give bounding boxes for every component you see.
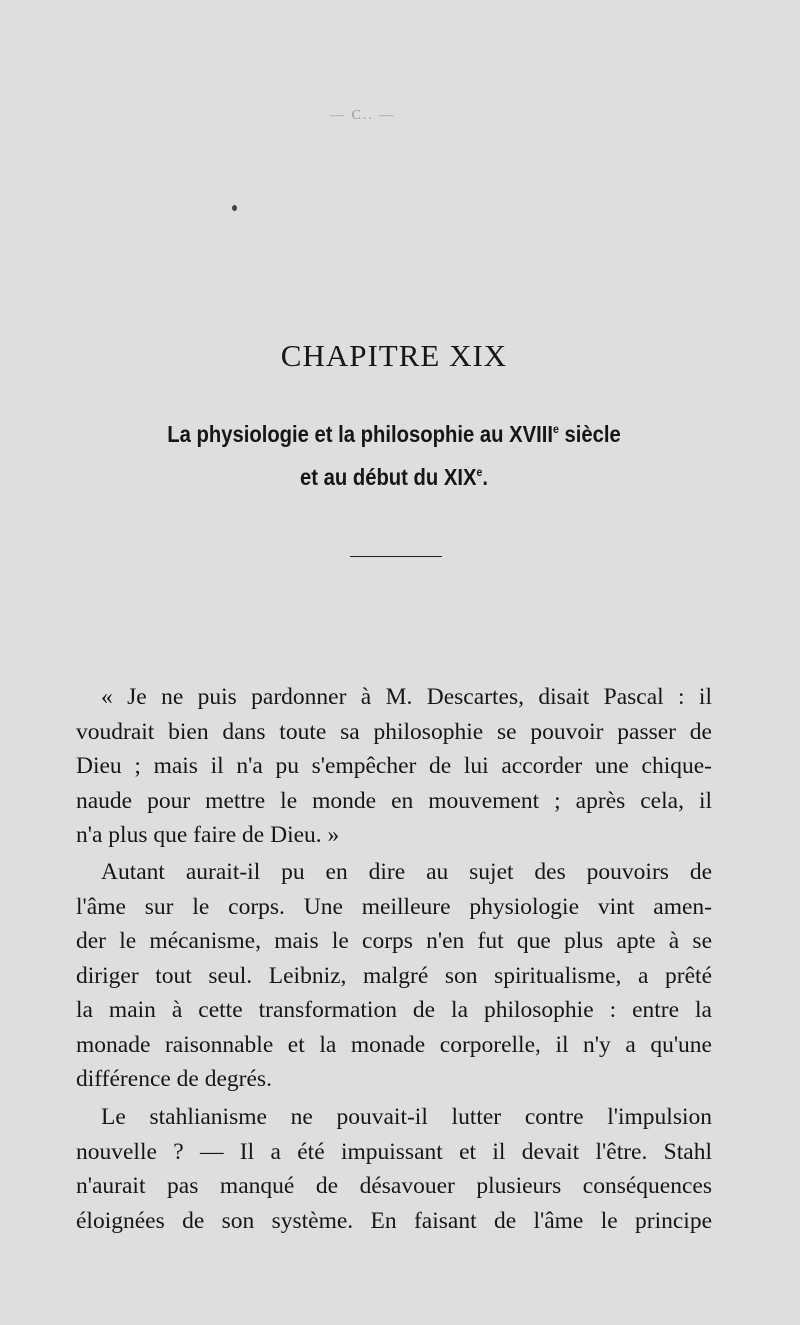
subtitle-line-1-end: siècle <box>558 421 621 447</box>
paragraph-1 <box>76 680 712 853</box>
subtitle-line-1 <box>47 410 740 453</box>
subtitle-line-2-superscript: e <box>476 465 483 479</box>
paragraph-line: voudrait bien dans toute sa philosophie se pouvoir passer de <box>76 718 712 745</box>
page-number-mark: — C.. — <box>330 108 396 123</box>
paragraph-line: nouvelle ? — Il a été impuissant et il devait l'être. Stahl <box>76 1138 712 1165</box>
subtitle-line-2-end: . <box>482 464 489 490</box>
paragraph-line: n'a plus que faire de Dieu. » <box>76 822 340 848</box>
paragraph-line: différence de degrés. <box>76 1066 272 1092</box>
subtitle-line-2 <box>47 453 740 496</box>
paragraph-line: éloignées de son système. En faisant de l'âme le principe <box>76 1207 712 1234</box>
paragraph-line: Autant aurait-il pu en dire au sujet des pouvoirs de <box>101 859 712 885</box>
paragraph-line: « Je ne puis pardonner à M. Descartes, disait Pascal : il <box>101 684 712 710</box>
chapter-title: CHAPITRE XIX <box>280 338 508 373</box>
subtitle-line-1-text: La physiologie et la philosophie au XVIII <box>167 421 553 447</box>
paragraph-3 <box>76 1100 712 1238</box>
paragraph-line: Dieu ; mais il n'a pu s'empêcher de lui accorder une chique- <box>76 753 712 779</box>
paragraph-line: l'âme sur le corps. Une meilleure physiologie vint amen- <box>76 893 712 920</box>
chapter-subtitle <box>47 410 740 496</box>
paragraph-line: n'aurait pas manqué de désavouer plusieurs conséquences <box>76 1173 712 1199</box>
paragraph-line: monade raisonnable et la monade corporelle, il n'y a qu'une <box>76 1031 712 1058</box>
paragraph-line: diriger tout seul. Leibniz, malgré son spiritualisme, a prêté <box>76 962 712 989</box>
paragraph-line: Le stahlianisme ne pouvait-il lutter contre l'impulsion <box>101 1104 712 1130</box>
paragraph-2 <box>76 855 712 1097</box>
subtitle-line-1-superscript: e <box>552 422 559 436</box>
subtitle-line-2-text: et au début du XIX <box>299 464 477 490</box>
ink-speck <box>232 205 237 211</box>
paragraph-line: der le mécanisme, mais le corps n'en fut que plus apte à se <box>76 928 712 954</box>
section-divider <box>350 556 442 557</box>
paragraph-line: la main à cette transformation de la philosophie : entre la <box>76 997 712 1023</box>
paragraph-line: naude pour mettre le monde en mouvement ; après cela, il <box>76 787 712 814</box>
